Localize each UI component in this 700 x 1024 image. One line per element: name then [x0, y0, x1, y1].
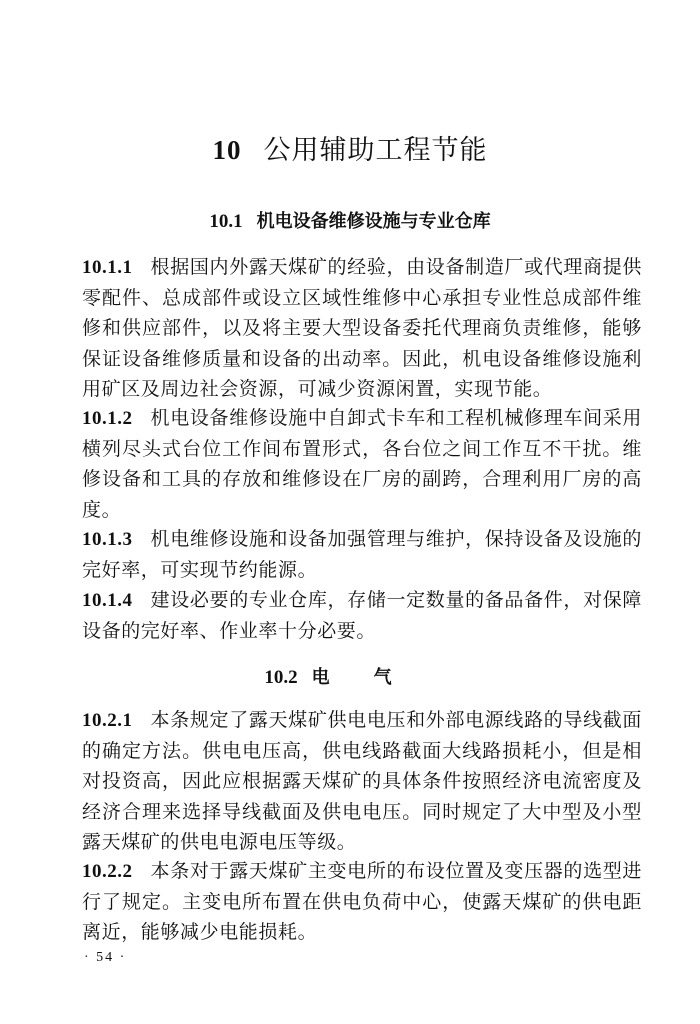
page-number: · 54 · — [84, 950, 127, 965]
paragraph-number: 10.2.2 — [82, 861, 133, 882]
paragraph-text: 根据国内外露天煤矿的经验，由设备制造厂或代理商提供零配件、总成部件或设立区域性维修中心承担专业性总成部件维修和供应部件，以及将主要大型设备委托代理商负责维修，能够保证设备维修质量和设备的出动率。因此，机电设备维修设施利用矿区及周边社会资源，可减少资源闲置，实现节能。 — [82, 256, 642, 400]
paragraph-10-1-4 — [82, 585, 642, 646]
section-number: 10.1 — [209, 211, 243, 232]
paragraph-10-1-1 — [82, 252, 642, 404]
paragraph-10-2-2 — [82, 856, 642, 948]
section-title: 电气 — [311, 667, 436, 688]
section-heading-10-2 — [0, 663, 700, 689]
paragraph-text: 机电维修设施和设备加强管理与维护，保持设备及设施的完好率，可实现节约能源。 — [82, 528, 642, 582]
paragraph-10-1-2 — [82, 403, 642, 525]
section-heading-10-1 — [0, 207, 700, 233]
chapter-number: 10 — [212, 135, 242, 165]
chapter-title: 公用辅助工程节能 — [263, 135, 488, 166]
paragraph-text: 本条规定了露天煤矿供电电压和外部电源线路的导线截面的确定方法。供电电压高，供电线路截面大线路损耗小，但是相对投资高，因此应根据露天煤矿的具体条件按照经济电流密度及经济合理来选择导线截面及供电电压。同时规定了大中型及小型露天煤矿的供电电源电压等级。 — [82, 709, 642, 853]
section-number: 10.2 — [264, 667, 298, 688]
paragraph-10-1-3 — [82, 524, 642, 585]
paragraph-number: 10.1.3 — [82, 529, 133, 550]
paragraph-text: 本条对于露天煤矿主变电所的布设位置及变压器的选型进行了规定。主变电所布置在供电负荷中心，使露天煤矿的供电距离近，能够减少电能损耗。 — [82, 860, 642, 944]
paragraph-10-2-1 — [82, 705, 642, 857]
paragraph-text: 建设必要的专业仓库，存储一定数量的备品备件，对保障设备的完好率、作业率十分必要。 — [82, 589, 642, 643]
paragraph-number: 10.1.2 — [82, 408, 133, 429]
paragraph-text: 机电设备维修设施中自卸式卡车和工程机械修理车间采用横列尽头式台位工作间布置形式，各台位之间工作互不干扰。维修设备和工具的存放和维修设在厂房的副跨，合理利用厂房的高度。 — [82, 407, 642, 521]
chapter-heading — [0, 128, 700, 167]
paragraph-number: 10.1.1 — [82, 257, 133, 278]
paragraph-number: 10.2.1 — [82, 710, 133, 731]
section-title: 机电设备维修设施与专业仓库 — [256, 211, 491, 232]
paragraph-number: 10.1.4 — [82, 590, 133, 611]
